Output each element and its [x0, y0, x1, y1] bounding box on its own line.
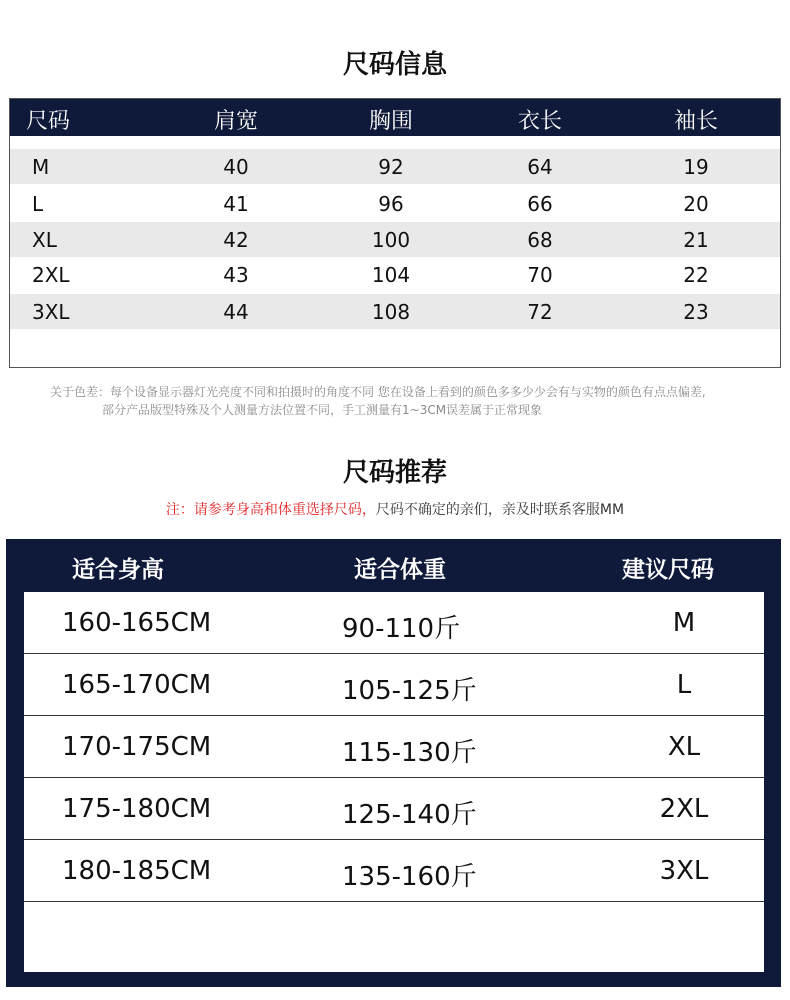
- header-suggested-size: 建议尺码: [622, 557, 714, 583]
- header-length: 衣长: [517, 109, 562, 134]
- recommend-note: [0, 499, 790, 519]
- cell-shoulder: 41: [223, 192, 249, 216]
- cell-chest: 96: [378, 192, 404, 216]
- table-row: [24, 778, 764, 840]
- cell-shoulder: 42: [223, 228, 249, 252]
- header-shoulder: 肩宽: [213, 109, 258, 134]
- recommend-note-red: 注：请参考身高和体重选择尺码，: [165, 502, 376, 518]
- recommend-body: [24, 592, 764, 972]
- cell-height: 175-180CM: [62, 794, 212, 824]
- table-row: [10, 186, 780, 221]
- table-row: [24, 840, 764, 902]
- cell-size: 2XL: [32, 263, 70, 287]
- cell-weight: 115-130斤: [342, 738, 477, 768]
- disclaimer-line-2: 部分产品版型特殊及个人测量方法位置不同，手工测量有1~3CM误差属于正常现象: [102, 403, 543, 417]
- cell-suggested-size: M: [672, 608, 696, 638]
- cell-length: 72: [527, 300, 553, 324]
- cell-size: XL: [32, 228, 57, 252]
- cell-weight: 90-110斤: [342, 614, 461, 644]
- cell-suggested-size: XL: [667, 732, 701, 762]
- cell-size: L: [32, 192, 44, 216]
- table-row: [10, 257, 780, 292]
- cell-size: M: [32, 155, 50, 179]
- cell-suggested-size: 3XL: [659, 856, 709, 886]
- cell-height: 165-170CM: [62, 670, 212, 700]
- header-size: 尺码: [26, 109, 71, 134]
- header-sleeve: 袖长: [673, 109, 718, 134]
- cell-chest: 100: [371, 228, 411, 252]
- header-weight: 适合体重: [354, 557, 446, 583]
- cell-sleeve: 23: [683, 300, 709, 324]
- cell-weight: 135-160斤: [342, 862, 477, 892]
- header-chest: 胸围: [368, 109, 413, 134]
- cell-chest: 108: [371, 300, 411, 324]
- disclaimer-line-1: 关于色差：每个设备显示器灯光亮度不同和拍摄时的角度不同 您在设备上看到的颜色多多少少会有与实物的颜色有点点偏差,: [50, 385, 706, 399]
- cell-size: 3XL: [32, 300, 70, 324]
- cell-chest: 104: [371, 263, 411, 287]
- cell-weight: 105-125斤: [342, 676, 477, 706]
- cell-height: 160-165CM: [62, 608, 212, 638]
- size-info-header: [10, 99, 780, 136]
- header-height: 适合身高: [72, 557, 164, 583]
- recommend-title: 尺码推荐: [342, 458, 447, 488]
- table-row: [10, 222, 780, 257]
- cell-length: 64: [527, 155, 553, 179]
- cell-sleeve: 22: [683, 263, 709, 287]
- cell-chest: 92: [378, 155, 404, 179]
- cell-shoulder: 44: [223, 300, 249, 324]
- cell-shoulder: 43: [223, 263, 249, 287]
- size-info-table: [9, 98, 781, 368]
- table-row: [24, 716, 764, 778]
- cell-suggested-size: L: [676, 670, 692, 700]
- cell-suggested-size: 2XL: [659, 794, 709, 824]
- table-row: [10, 149, 780, 184]
- size-info-title: 尺码信息: [342, 50, 447, 80]
- cell-height: 180-185CM: [62, 856, 212, 886]
- cell-weight: 125-140斤: [342, 800, 477, 830]
- cell-length: 70: [527, 263, 553, 287]
- table-row: [10, 294, 780, 329]
- cell-shoulder: 40: [223, 155, 249, 179]
- cell-sleeve: 21: [683, 228, 709, 252]
- table-row: [24, 654, 764, 716]
- recommend-table: [6, 539, 781, 987]
- cell-sleeve: 20: [683, 192, 709, 216]
- table-row: [24, 592, 764, 654]
- cell-length: 66: [527, 192, 553, 216]
- cell-length: 68: [527, 228, 553, 252]
- cell-sleeve: 19: [683, 155, 709, 179]
- cell-height: 170-175CM: [62, 732, 212, 762]
- recommend-note-dark: 尺码不确定的亲们，亲及时联系客服MM: [375, 502, 625, 518]
